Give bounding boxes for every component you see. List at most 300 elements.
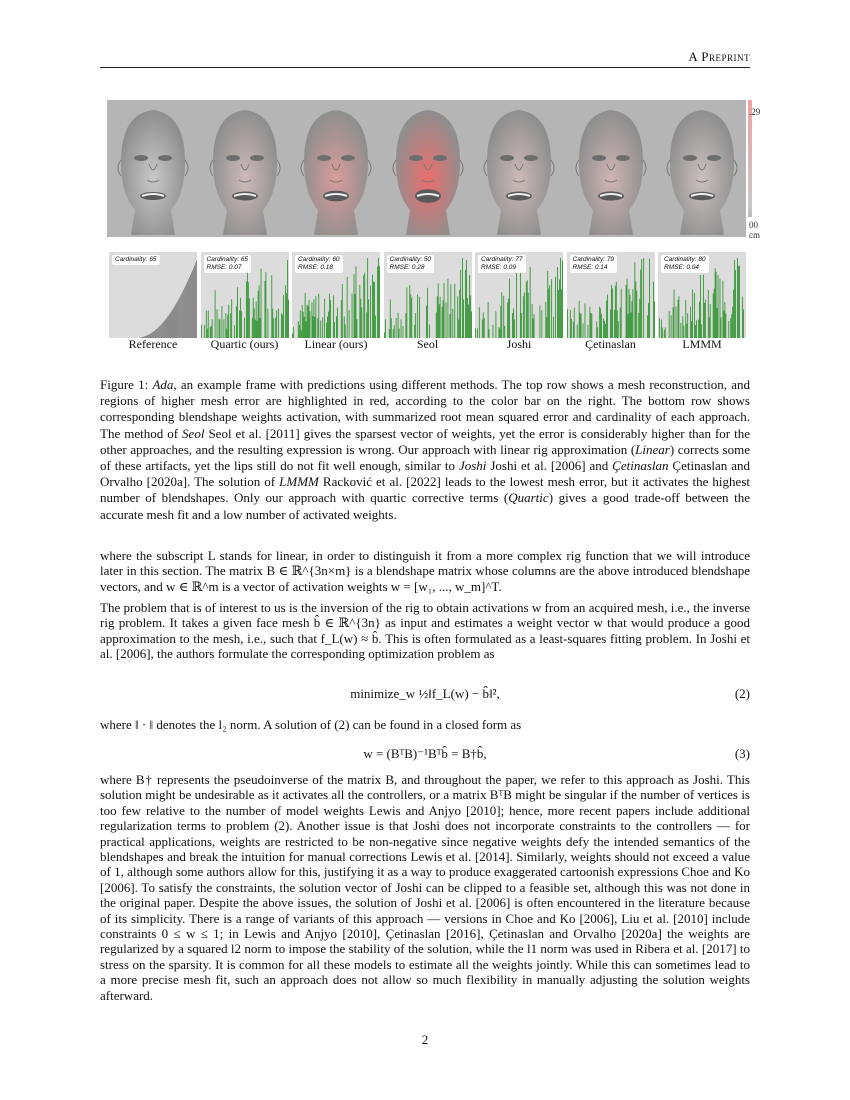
method-label: Joshi <box>506 337 532 351</box>
weight-bar <box>471 312 472 338</box>
weight-bar <box>548 288 549 338</box>
weight-bar <box>734 260 735 338</box>
weight-bar <box>610 310 611 338</box>
weight-bar <box>285 285 286 338</box>
weight-bar <box>178 299 179 338</box>
weight-bar <box>307 305 308 338</box>
weight-bar <box>330 300 331 338</box>
weight-bar <box>468 305 469 338</box>
weight-bar <box>282 315 283 338</box>
weight-bar <box>540 305 541 338</box>
weight-bar <box>647 316 648 338</box>
weight-bar <box>273 319 274 338</box>
weight-bar <box>458 320 459 338</box>
weight-bar <box>184 288 185 338</box>
weight-bar <box>720 279 721 338</box>
weight-bar <box>347 277 348 338</box>
weight-bar <box>626 279 627 338</box>
paragraph-2: The problem that is of interest to us is the inversion of the rig to obtain activations w from an acquired mesh, i.e., the inverse rig problem. It takes a given face mesh b̂ ∈ ℝ^{3n} as input and estimates a weight vector w that would produce a good approximation to the mesh, i.e., such that f_L(w) ≈ b̂. This is often formulated as a least-squares fitting problem. In Joshi et al. [2006], the authors formulate the corresponding optimization problem as <box>100 600 750 662</box>
weight-bar <box>237 287 238 338</box>
weight-bar <box>397 313 398 338</box>
weights-panel <box>384 252 472 338</box>
weight-bar <box>406 287 407 338</box>
weight-bar <box>264 281 265 338</box>
weight-bar <box>676 307 677 338</box>
weight-bar <box>530 267 531 338</box>
weight-bar <box>205 311 206 338</box>
weight-bar <box>360 299 361 338</box>
weight-bar <box>576 325 577 338</box>
weight-bar <box>620 289 621 339</box>
weight-bar <box>572 322 573 338</box>
weight-bar <box>163 322 164 338</box>
weight-bar <box>410 294 411 338</box>
weight-bar <box>507 302 508 338</box>
cardinality-text: Cardinality: 50 <box>389 256 432 263</box>
weight-bar <box>669 311 670 338</box>
weight-bar <box>728 321 729 338</box>
weight-bar <box>533 318 534 338</box>
weight-bar <box>161 324 162 338</box>
weight-bar <box>172 310 173 338</box>
weight-bar <box>484 318 485 338</box>
equation-3-number: (3) <box>734 746 750 761</box>
cardinality-text: Cardinality: 80 <box>664 256 706 263</box>
weight-bar <box>329 294 330 338</box>
weight-bar <box>231 299 232 338</box>
rmse-text: RMSE: 0.04 <box>664 264 700 271</box>
colorbar-max-label: .29 <box>749 107 761 117</box>
weight-bar <box>685 300 686 338</box>
panel-stats-box <box>295 255 343 273</box>
weight-bar <box>528 293 529 338</box>
weight-bar <box>314 317 315 338</box>
weight-bar <box>216 309 217 338</box>
weight-bar <box>246 269 247 338</box>
weight-bar <box>735 270 736 338</box>
weight-bar <box>738 266 739 338</box>
weight-bar <box>299 325 300 338</box>
weight-bar <box>344 316 345 338</box>
weight-bar <box>256 321 257 338</box>
weight-bar <box>443 283 444 338</box>
weight-bar <box>419 297 420 338</box>
weight-bar <box>479 307 480 338</box>
weight-bar <box>483 312 484 338</box>
weight-bar <box>629 295 630 338</box>
weight-bar <box>557 267 558 338</box>
weight-bar <box>439 297 440 338</box>
weight-bar <box>503 296 504 338</box>
weight-bar <box>521 313 522 338</box>
weight-bar <box>454 284 455 338</box>
face-render <box>292 102 380 235</box>
weight-bar <box>354 274 355 338</box>
weight-bar <box>496 311 497 338</box>
weight-bar <box>447 279 448 338</box>
weight-bar <box>724 302 725 338</box>
weight-bar <box>182 292 183 338</box>
weight-bar <box>694 293 695 338</box>
weight-bar <box>560 258 561 338</box>
weight-bar <box>247 282 248 338</box>
weight-bar <box>174 307 175 338</box>
weight-bar <box>680 323 681 338</box>
weight-bar <box>692 289 693 338</box>
weight-bar <box>674 290 675 338</box>
equation-2-number: (2) <box>734 686 750 701</box>
weight-bar <box>701 324 702 338</box>
weight-bar <box>532 304 533 338</box>
weight-bar <box>628 289 629 338</box>
weight-bar <box>721 317 722 338</box>
rmse-text: RMSE: 0.14 <box>572 264 608 271</box>
method-label: LMMM <box>682 337 722 351</box>
weight-bar <box>306 321 307 338</box>
colorbar-min-label: 00 <box>749 220 758 230</box>
weight-bar <box>558 290 559 338</box>
weight-bar <box>700 275 701 338</box>
paragraph-3: where ‖ · ‖ denotes the l₂ norm. A solution of (2) can be found in a closed form as <box>100 717 522 732</box>
weight-bar <box>359 285 360 338</box>
weight-bar <box>582 323 583 338</box>
weight-bar <box>395 318 396 338</box>
weight-bar <box>361 307 362 338</box>
weight-bar <box>320 321 321 338</box>
weight-bar <box>363 275 364 338</box>
weight-bar <box>164 321 165 338</box>
panel-stats-box <box>661 255 709 273</box>
weight-bar <box>267 309 268 338</box>
rmse-text: RMSE: 0.07 <box>206 264 242 271</box>
weight-bar <box>405 313 406 338</box>
weight-bar <box>173 309 174 338</box>
weight-bar <box>190 275 191 338</box>
weight-bar <box>733 290 734 338</box>
face-render <box>384 102 472 235</box>
rmse-text: RMSE: 0.28 <box>389 264 425 271</box>
page-number: 2 <box>421 1032 429 1047</box>
weight-bar <box>258 285 259 338</box>
face-render <box>475 102 563 235</box>
weight-bar <box>183 290 184 338</box>
weights-panel <box>201 252 289 338</box>
weight-bar <box>281 313 282 338</box>
weight-bar <box>366 312 367 338</box>
weight-bar <box>352 294 353 338</box>
rmse-text: RMSE: 0.18 <box>298 264 334 271</box>
weight-bar <box>265 272 266 338</box>
weight-bar <box>679 296 680 338</box>
weight-bar <box>349 310 350 338</box>
equation-2-math: minimize_w ½‖f_L(w) − b̂‖², <box>350 686 500 701</box>
weight-bar <box>600 308 601 338</box>
weight-bar <box>259 318 260 338</box>
weight-bar <box>596 322 597 338</box>
weight-bar <box>236 306 237 338</box>
weight-bar <box>717 308 718 338</box>
weight-bar <box>167 317 168 338</box>
weight-bar <box>459 290 460 338</box>
weight-bar <box>590 313 591 338</box>
weight-bar <box>372 275 373 338</box>
weight-bar <box>357 319 358 338</box>
weight-bar <box>192 270 193 338</box>
weight-bar <box>601 314 602 338</box>
cardinality-text: Cardinality: 60 <box>298 256 340 263</box>
weights-panel <box>292 252 380 338</box>
weight-bar <box>682 316 683 338</box>
weight-bar <box>223 319 224 338</box>
weight-bar <box>615 282 616 338</box>
weight-bar <box>309 300 310 338</box>
weight-bar <box>546 317 547 338</box>
weight-bar <box>364 273 365 338</box>
weight-bar <box>509 279 510 338</box>
weight-bar <box>245 281 246 338</box>
weight-bar <box>611 285 612 338</box>
weight-bar <box>631 301 632 338</box>
weight-bar <box>584 303 585 338</box>
weight-bar <box>619 308 620 338</box>
weights-panel <box>658 252 746 338</box>
face-render <box>567 102 655 235</box>
weight-bar <box>225 313 226 338</box>
weight-bar <box>625 285 626 338</box>
weight-bar <box>699 302 700 338</box>
weight-bar <box>179 297 180 338</box>
weight-bar <box>460 270 461 338</box>
weight-bar <box>599 307 600 338</box>
weights-panel <box>109 252 197 338</box>
weight-bar <box>185 286 186 338</box>
weight-bar <box>337 308 338 338</box>
weight-bar <box>516 273 517 338</box>
equation-3 <box>100 740 750 770</box>
weight-bar <box>541 310 542 338</box>
weight-bar <box>607 295 608 338</box>
weight-bar <box>709 317 710 338</box>
weight-bar <box>175 304 176 338</box>
weight-bar <box>379 266 380 338</box>
weight-bar <box>614 286 615 338</box>
weight-bar <box>708 290 709 338</box>
weight-bar <box>194 265 195 338</box>
weight-bar <box>328 312 329 338</box>
method-label: Quartic (ours) <box>210 337 279 351</box>
panel-stats-box <box>478 255 526 273</box>
weight-bar <box>207 310 208 338</box>
weight-bar <box>305 293 306 338</box>
weight-bar <box>616 310 617 338</box>
weight-bar <box>648 303 649 338</box>
weight-bar <box>659 318 660 338</box>
weight-bar <box>514 319 515 338</box>
weight-bar <box>162 323 163 338</box>
weight-bar <box>333 295 334 338</box>
rmse-text: RMSE: 0.09 <box>481 264 517 271</box>
weight-bar <box>686 324 687 338</box>
weight-bar <box>342 284 343 338</box>
weight-bar <box>555 277 556 338</box>
weight-bar <box>654 301 655 338</box>
weight-bar <box>470 296 471 338</box>
weight-bar <box>501 292 502 338</box>
weight-bar <box>166 319 167 338</box>
weight-bar <box>327 317 328 338</box>
weight-bar <box>671 315 672 338</box>
weights-panel <box>567 252 655 338</box>
weight-bar <box>635 282 636 338</box>
weight-bar <box>591 313 592 338</box>
weight-bar <box>469 275 470 338</box>
weight-bar <box>288 299 289 338</box>
weight-bar <box>732 307 733 338</box>
weight-bar <box>551 279 552 338</box>
equation-2 <box>100 680 750 710</box>
weight-bar <box>703 275 704 338</box>
weight-bar <box>603 319 604 338</box>
weight-bar <box>318 294 319 338</box>
error-colorbar <box>748 100 752 217</box>
weight-bar <box>589 307 590 338</box>
figure-1 <box>107 100 767 350</box>
weight-bar <box>500 306 501 338</box>
panel-stats-box <box>204 255 252 273</box>
weight-bar <box>308 306 309 338</box>
weight-bar <box>698 320 699 338</box>
weight-bar <box>580 314 581 338</box>
weight-bar <box>611 288 612 338</box>
weight-bar <box>723 281 724 338</box>
weight-bar <box>417 295 418 338</box>
weight-bar <box>275 318 276 338</box>
cardinality-text: Cardinality: 65 <box>206 256 249 263</box>
weight-bar <box>286 293 287 338</box>
weight-bar <box>435 313 436 338</box>
weight-bar <box>739 266 740 338</box>
weight-bar <box>377 267 378 339</box>
weight-bar <box>283 295 284 338</box>
weight-bar <box>617 321 618 338</box>
weight-bar <box>534 314 535 338</box>
weight-bar <box>687 313 688 338</box>
weight-bar <box>640 270 641 338</box>
weight-bar <box>272 309 273 338</box>
weight-bar <box>367 258 368 338</box>
weight-bar <box>193 268 194 338</box>
weight-bar <box>463 299 464 338</box>
weight-bar <box>691 321 692 338</box>
weight-bar <box>165 320 166 338</box>
weight-bar <box>730 318 731 338</box>
weight-bar <box>248 298 249 338</box>
weight-bar <box>562 261 563 338</box>
weight-bar <box>375 316 376 338</box>
weight-bar <box>252 298 253 338</box>
weight-bar <box>742 297 743 338</box>
colorbar-unit-label: cm <box>749 230 760 240</box>
weight-bar <box>322 317 323 338</box>
weight-bar <box>336 316 337 338</box>
weight-bar <box>255 301 256 338</box>
weight-bar <box>714 289 715 338</box>
weight-bar <box>441 307 442 338</box>
weight-bar <box>627 314 628 338</box>
weight-bar <box>512 313 513 338</box>
weight-bar <box>302 305 303 338</box>
method-label: Seol <box>416 337 439 351</box>
face-render <box>109 102 197 235</box>
weight-bar <box>457 296 458 338</box>
weight-bar <box>334 322 335 338</box>
weight-bar <box>488 302 489 338</box>
weight-bar <box>378 258 379 338</box>
weight-bar <box>260 269 261 338</box>
weight-bar <box>219 320 220 338</box>
weight-bar <box>355 294 356 338</box>
weight-bar <box>191 273 192 338</box>
weight-bar <box>641 259 642 338</box>
weight-bar <box>696 320 697 338</box>
weight-bar <box>195 263 196 338</box>
weight-bar <box>638 313 639 338</box>
weight-bar <box>180 295 181 338</box>
weight-bar <box>578 301 579 338</box>
weight-bar <box>465 270 466 338</box>
weight-bar <box>653 282 654 338</box>
weight-bar <box>678 300 679 338</box>
weight-bar <box>196 261 197 338</box>
weight-bar <box>170 313 171 338</box>
method-label: Çetinaslan <box>585 337 636 351</box>
weight-bar <box>630 312 631 338</box>
weight-bar <box>567 309 568 338</box>
weight-bar <box>244 318 245 338</box>
weight-bar <box>482 320 483 338</box>
weight-bar <box>239 310 240 338</box>
weight-bar <box>704 303 705 338</box>
method-label: Linear (ours) <box>304 337 368 351</box>
weight-bar <box>390 318 391 338</box>
weight-bar <box>731 314 732 338</box>
weight-bar <box>449 314 450 338</box>
weight-bar <box>251 318 252 338</box>
cardinality-text: Cardinality: 79 <box>572 256 615 263</box>
weight-bar <box>466 260 467 338</box>
weight-bar <box>211 319 212 338</box>
weight-bar <box>579 313 580 338</box>
weight-bar <box>304 317 305 338</box>
weight-bar <box>298 321 299 338</box>
weight-bar <box>713 293 714 338</box>
weight-bar <box>450 284 451 338</box>
weight-bar <box>661 319 662 338</box>
weight-bar <box>356 266 357 338</box>
weight-bar <box>187 281 188 338</box>
running-title: A Preprint <box>688 49 750 64</box>
weight-bar <box>643 258 644 338</box>
weight-bar <box>201 324 202 338</box>
weight-bar <box>513 308 514 338</box>
weight-bar <box>228 305 229 338</box>
panel-stats-box <box>387 255 435 273</box>
weight-bar <box>724 311 725 338</box>
weight-bar <box>570 319 571 338</box>
weight-bar <box>313 316 314 338</box>
weight-bar <box>524 293 525 338</box>
weights-panel <box>475 252 563 338</box>
